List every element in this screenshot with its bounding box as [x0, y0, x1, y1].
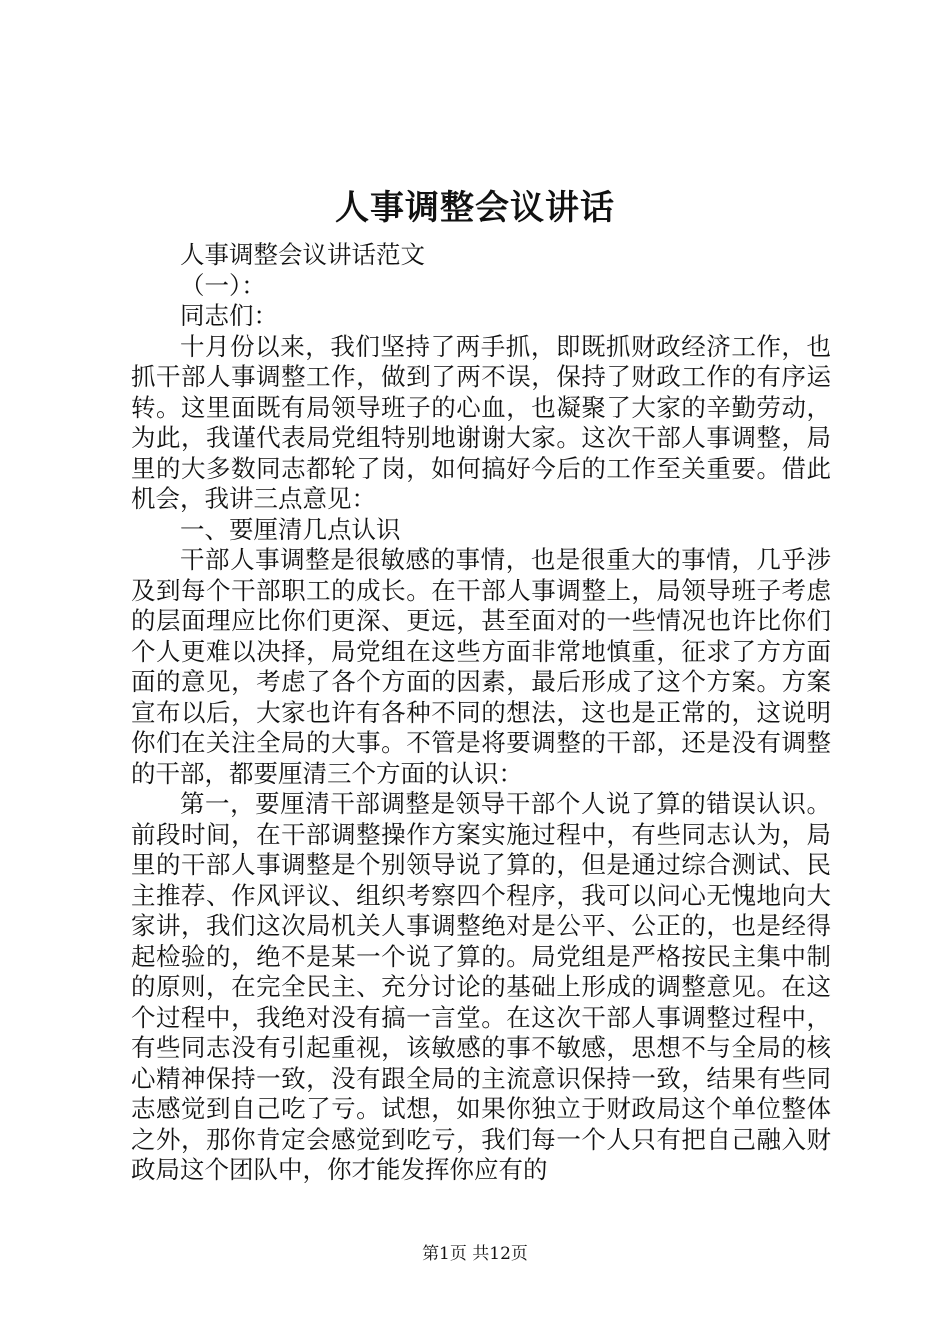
document-body [131, 240, 831, 1186]
salutation-paragraph: 同志们： [180, 301, 278, 330]
section-heading: 一、要厘清几点认识 [180, 514, 401, 544]
body-paragraph: 干部人事调整是很敏感的事情，也是很重大的事情，几乎涉及到每个干部职工的成长。在干部人事调整上，局领导班子考虑的层面理应比你们更深、更远，甚至面对的一些情况也许比你们个人更难以决择，局党组在这些方面非常地慎重，征求了方方面面的意见，考虑了各个方面的因素，最后形成了这个方案。方案宣布以后，大家也许有各种不同的想法，这也是正常的，这说明你们在关注全局的大事。不管是将要调整的干部，还是没有调整的干部，都要厘清三个方面的认识： [131, 545, 831, 788]
document-title: 人事调整会议讲话 [335, 188, 615, 228]
page-number-footer: 第1页 共12页 [422, 1244, 528, 1264]
body-paragraph: 十月份以来，我们坚持了两手抓，即既抓财政经济工作，也抓干部人事调整工作，做到了两不误，保持了财政工作的有序运转。这里面既有局领导班子的心血，也凝聚了大家的辛勤劳动，为此，我谨代表局党组特别地谢谢大家。这次干部人事调整，局里的大多数同志都轮了岗，如何搞好今后的工作至关重要。借此机会，我讲三点意见： [131, 331, 831, 513]
section-number-paragraph: （一）： [180, 270, 266, 300]
subtitle-paragraph: 人事调整会议讲话范文 [180, 240, 425, 269]
body-paragraph: 第一，要厘清干部调整是领导干部个人说了算的错误认识。前段时间，在干部调整操作方案实施过程中，有些同志认为，局里的干部人事调整是个别领导说了算的，但是通过综合测试、民主推荐、作风评议、组织考察四个程序，我可以问心无愧地向大家讲，我们这次局机关人事调整绝对是公平、公正的，也是经得起检验的，绝不是某一个说了算的。局党组是严格按民主集中制的原则，在完全民主、充分讨论的基础上形成的调整意见。在这个过程中，我绝对没有搞一言堂。在这次干部人事调整过程中，有些同志没有引起重视，该敏感的事不敏感，思想不与全局的核心精神保持一致，没有跟全局的主流意识保持一致，结果有些同志感觉到自己吃了亏。试想，如果你独立于财政局这个单位整体之外，那你肯定会感觉到吃亏，我们每一个人只有把自己融入财政局这个团队中，你才能发挥你应有的 [131, 789, 831, 1184]
